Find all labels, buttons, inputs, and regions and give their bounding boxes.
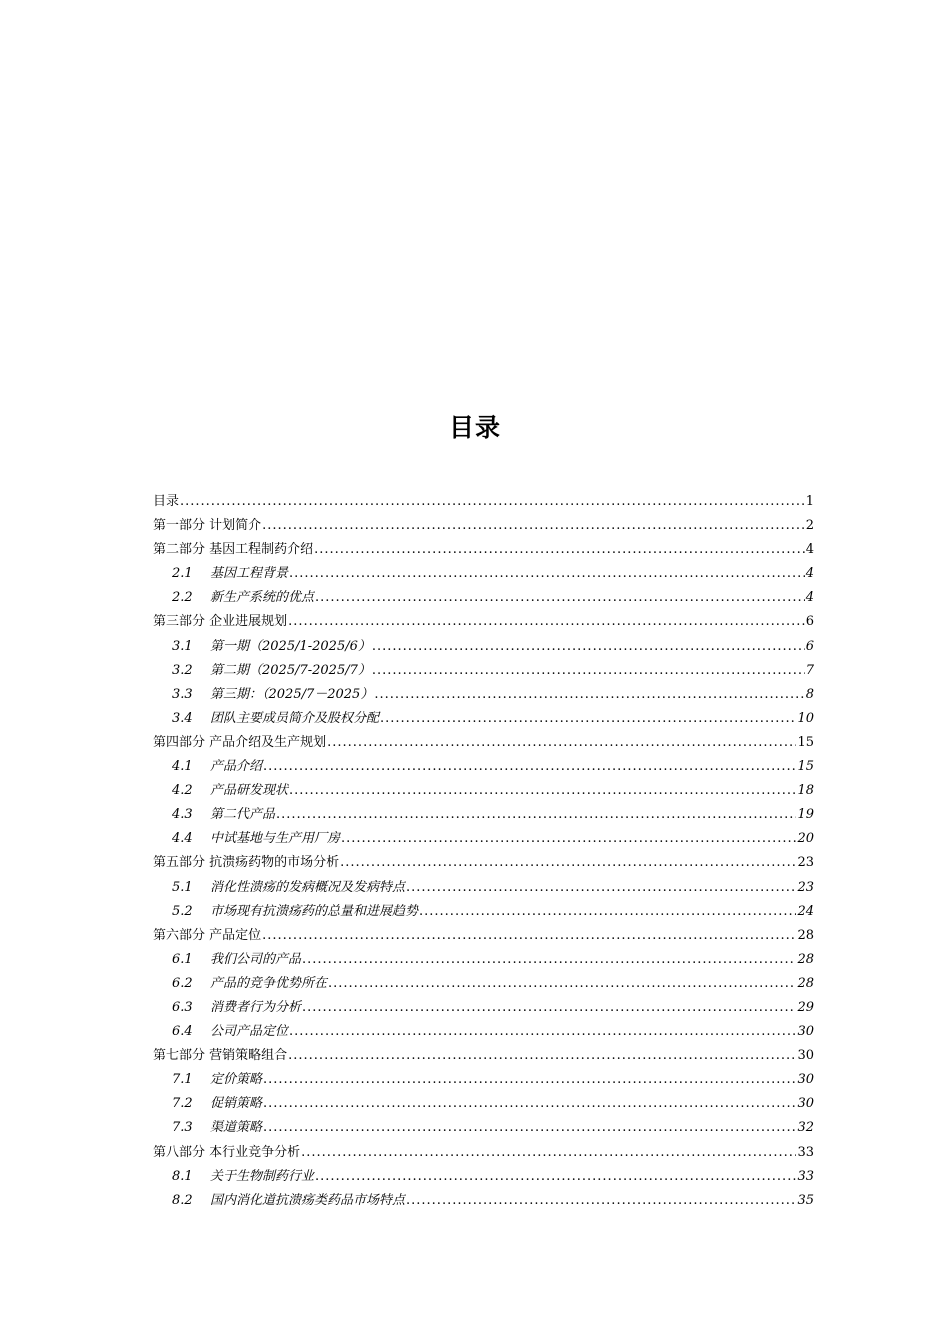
toc-entry-title [153, 538, 313, 562]
toc-entry-label: 第一部分 计划简介 [153, 518, 262, 534]
toc-entry-label: 第一期（2025/1-2025/6） [210, 638, 371, 654]
dot-leader [315, 1165, 796, 1189]
toc-entry-label: 中试基地与生产用厂房 [210, 831, 341, 847]
toc-entry[interactable] [153, 1020, 814, 1044]
toc-entry-title [153, 490, 179, 514]
toc-entry[interactable] [153, 635, 814, 659]
toc-entry-number: 3.3 [172, 686, 193, 702]
toc-entry-page-number: 4 [805, 590, 814, 606]
toc-entry-label: 关于生物制药行业 [210, 1168, 315, 1184]
toc-entry-label: 新生产系统的优点 [210, 590, 315, 606]
toc-entry-page-number: 20 [797, 831, 814, 847]
toc-entry-label: 第二部分 基因工程制药介绍 [153, 542, 314, 558]
toc-entry-label: 渠道策略 [210, 1120, 263, 1136]
dot-leader [340, 851, 796, 875]
toc-entry-label: 第二代产品 [210, 807, 276, 823]
toc-entry-label: 目录 [153, 494, 180, 509]
toc-entry[interactable] [153, 1116, 814, 1140]
toc-entry[interactable] [153, 1141, 814, 1165]
toc-entry-page-number: 30 [797, 1072, 814, 1088]
dot-leader [406, 1189, 796, 1213]
toc-entry-title [172, 1092, 262, 1116]
toc-entry-page-number: 6 [805, 614, 814, 630]
toc-entry-number: 8.1 [172, 1168, 193, 1184]
dot-leader [372, 635, 805, 659]
toc-entry-title [172, 1068, 262, 1092]
toc-entry-title [172, 707, 379, 731]
dot-leader [341, 827, 796, 851]
toc-entry-page-number: 29 [797, 999, 814, 1015]
toc-entry[interactable] [153, 683, 814, 707]
toc-entry-label: 第二期（2025/7-2025/7） [210, 662, 371, 678]
toc-entry-page-number: 1 [805, 494, 814, 509]
toc-entry[interactable] [153, 538, 814, 562]
toc-entry[interactable] [153, 996, 814, 1020]
toc-entry-page-number: 28 [797, 975, 814, 991]
toc-entry-number: 5.1 [172, 879, 193, 895]
toc-entry[interactable] [153, 876, 814, 900]
toc-entry[interactable] [153, 1092, 814, 1116]
toc-entry[interactable] [153, 514, 814, 538]
toc-entry-page-number: 30 [797, 1048, 814, 1064]
dot-leader [406, 876, 796, 900]
toc-entry-page-number: 23 [797, 855, 814, 871]
toc-entry-number: 5.2 [172, 903, 193, 919]
toc-entry-number: 3.4 [172, 710, 193, 726]
toc-entry-page-number: 15 [797, 759, 814, 775]
toc-entry[interactable] [153, 779, 814, 803]
toc-entry-title [172, 900, 418, 924]
toc-entry-title [172, 803, 275, 827]
toc-entry-title [153, 924, 261, 948]
toc-entry-title [172, 635, 371, 659]
dot-leader [263, 1116, 796, 1140]
dot-leader [327, 731, 796, 755]
toc-entry-label: 公司产品定位 [210, 1024, 289, 1040]
toc-entry-number: 3.2 [172, 662, 193, 678]
toc-entry[interactable] [153, 972, 814, 996]
dot-leader [315, 586, 805, 610]
dot-leader [302, 996, 796, 1020]
toc-entry-title [172, 972, 327, 996]
toc-entry-label: 第三部分 企业进展规划 [153, 614, 288, 630]
dot-leader [328, 972, 796, 996]
dot-leader [289, 779, 796, 803]
toc-entry[interactable] [153, 803, 814, 827]
toc-entry-number: 4.2 [172, 783, 193, 799]
toc-entry-page-number: 35 [797, 1192, 814, 1208]
toc-entry-number: 6.1 [172, 951, 193, 967]
toc-entry-number: 8.2 [172, 1192, 193, 1208]
page-title: 目录 [448, 413, 501, 442]
dot-leader [288, 1044, 796, 1068]
toc-entry-title [153, 851, 339, 875]
toc-entry-title [172, 1020, 288, 1044]
toc-entry-number: 6.3 [172, 999, 193, 1015]
dot-leader [374, 683, 804, 707]
toc-entry-label: 第三期：（2025/7－2025） [210, 686, 374, 702]
toc-entry-number: 6.2 [172, 975, 193, 991]
dot-leader [276, 803, 796, 827]
dot-leader [314, 538, 805, 562]
toc-entry[interactable] [153, 586, 814, 610]
toc-entry-title [172, 586, 314, 610]
toc-entry-label: 定价策略 [210, 1072, 263, 1088]
toc-entry-number: 2.1 [172, 566, 193, 582]
toc-entry-number: 3.1 [172, 638, 193, 654]
toc-entry[interactable] [153, 1068, 814, 1092]
toc-entry-title [153, 1141, 300, 1165]
toc-entry-number: 4.4 [172, 831, 193, 847]
toc-entry-label: 产品研发现状 [210, 783, 289, 799]
toc-entry[interactable] [153, 755, 814, 779]
dot-leader [289, 562, 805, 586]
toc-entry-number: 4.1 [172, 759, 193, 775]
toc-entry-page-number: 32 [797, 1120, 814, 1136]
toc-entry-page-number: 19 [797, 807, 814, 823]
toc-entry-page-number: 30 [797, 1024, 814, 1040]
toc-entry-page-number: 4 [805, 542, 814, 558]
toc-entry-page-number: 28 [797, 951, 814, 967]
toc-entry[interactable] [153, 490, 814, 514]
dot-leader [262, 924, 796, 948]
toc-entry-title [172, 948, 301, 972]
toc-entry-page-number: 23 [797, 879, 814, 895]
toc-entry-label: 消化性溃疡的发病概况及发病特点 [210, 879, 406, 895]
dot-leader [263, 755, 796, 779]
dot-leader [419, 900, 796, 924]
toc-entry-number: 7.2 [172, 1096, 193, 1112]
toc-entry[interactable] [153, 1189, 814, 1213]
toc-entry-title [172, 827, 340, 851]
toc-entry-label: 市场现有抗溃疡药的总量和进展趋势 [210, 903, 419, 919]
toc-entry-label: 消费者行为分析 [210, 999, 302, 1015]
toc-entry-page-number: 2 [805, 518, 814, 534]
toc-entry-page-number: 30 [797, 1096, 814, 1112]
toc-entry[interactable] [153, 562, 814, 586]
toc-entry-number: 7.1 [172, 1072, 193, 1088]
dot-leader [262, 514, 805, 538]
toc-entry-label: 我们公司的产品 [210, 951, 302, 967]
toc-entry[interactable] [153, 731, 814, 755]
dot-leader [263, 1068, 796, 1092]
toc-entry-label: 国内消化道抗溃疡类药品市场特点 [210, 1192, 406, 1208]
toc-entry-title [172, 562, 288, 586]
toc-entry-title [172, 755, 262, 779]
dot-leader [263, 1092, 796, 1116]
toc-entry-title [172, 1189, 405, 1213]
toc-entry-page-number: 18 [797, 783, 814, 799]
toc-entry-page-number: 33 [797, 1168, 814, 1184]
dot-leader [289, 1020, 796, 1044]
toc-entry-label: 产品的竞争优势所在 [210, 975, 328, 991]
toc-entry-page-number: 15 [797, 734, 814, 750]
toc-entry-label: 团队主要成员简介及股权分配 [210, 710, 380, 726]
toc-entry-number: 2.2 [172, 590, 193, 606]
toc-entry-page-number: 10 [797, 710, 814, 726]
toc-entry-title [172, 996, 301, 1020]
toc-entry[interactable] [153, 1044, 814, 1068]
toc-entry-label: 基因工程背景 [210, 566, 289, 582]
dot-leader [372, 659, 805, 683]
toc-entry-label: 第六部分 产品定位 [153, 927, 262, 943]
toc-entry-page-number: 24 [797, 903, 814, 919]
toc-entry-page-number: 4 [805, 566, 814, 582]
table-of-contents [153, 490, 814, 1213]
toc-entry-number: 7.3 [172, 1120, 193, 1136]
toc-entry[interactable] [153, 827, 814, 851]
toc-entry-title [172, 1165, 314, 1189]
toc-entry[interactable] [153, 659, 814, 683]
toc-entry-page-number: 8 [805, 686, 814, 702]
toc-entry-number: 4.3 [172, 807, 193, 823]
toc-entry-title [172, 1116, 262, 1140]
toc-entry[interactable] [153, 610, 814, 634]
toc-entry-label: 促销策略 [210, 1096, 263, 1112]
toc-entry-page-number: 7 [805, 662, 814, 678]
toc-entry-title [172, 876, 405, 900]
toc-entry-label: 产品介绍 [210, 759, 263, 775]
toc-entry[interactable] [153, 900, 814, 924]
toc-entry-title [153, 610, 287, 634]
toc-entry-title [172, 683, 373, 707]
toc-entry-page-number: 6 [805, 638, 814, 654]
dot-leader [301, 1141, 796, 1165]
toc-entry[interactable] [153, 851, 814, 875]
toc-entry-title [172, 659, 371, 683]
toc-entry-title [153, 1044, 287, 1068]
dot-leader [288, 610, 805, 634]
toc-entry-label: 第四部分 产品介绍及生产规划 [153, 734, 327, 750]
toc-entry-number: 6.4 [172, 1024, 193, 1040]
toc-entry[interactable] [153, 1165, 814, 1189]
toc-entry[interactable] [153, 707, 814, 731]
dot-leader [302, 948, 796, 972]
toc-entry-title [153, 731, 326, 755]
toc-entry[interactable] [153, 948, 814, 972]
toc-entry-page-number: 33 [797, 1144, 814, 1160]
dot-leader [380, 707, 796, 731]
toc-entry-label: 第七部分 营销策略组合 [153, 1048, 288, 1064]
toc-entry-title [153, 514, 261, 538]
toc-entry-page-number: 28 [797, 927, 814, 943]
dot-leader [180, 490, 805, 514]
toc-entry-label: 第八部分 本行业竞争分析 [153, 1144, 301, 1160]
toc-entry-label: 第五部分 抗溃疡药物的市场分析 [153, 855, 340, 871]
toc-entry[interactable] [153, 924, 814, 948]
toc-entry-title [172, 779, 288, 803]
